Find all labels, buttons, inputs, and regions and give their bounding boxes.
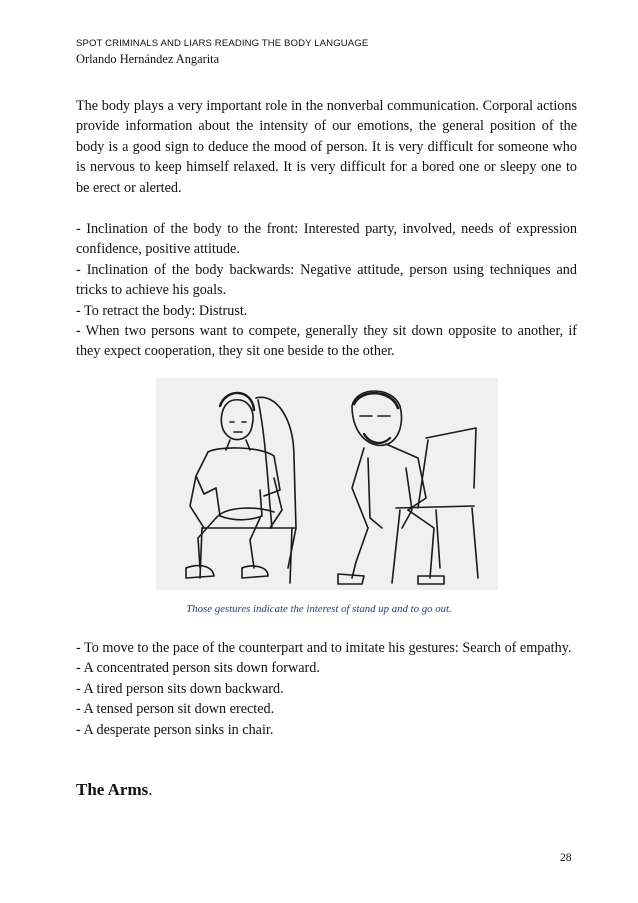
seated-men-illustration (156, 378, 498, 590)
list-item: - A tensed person sit down erected. (76, 701, 275, 718)
list-item: - To move to the pace of the counterpart and to imitate his gestures: Search of empathy. (76, 640, 572, 656)
list-item: - Inclination of the body backwards: Negative attitude, person using techniques and tricks to achieve his goals. (76, 261, 577, 299)
list-item: - When two persons want to compete, generally they sit down opposite to another, if they expect cooperation, they sit one beside to the other. (76, 323, 577, 360)
list-item: - Inclination of the body to the front: Interested party, involved, needs of expression confidence, positive attitude. (76, 221, 577, 258)
sketch-drawing (156, 378, 498, 590)
section-heading-text: The Arms (76, 780, 149, 799)
intro-paragraph (76, 96, 577, 198)
list-item: - A concentrated person sits down forward. (76, 660, 320, 677)
list-item: - A tired person sits down backward. (76, 680, 284, 697)
list-item: - A desperate person sinks in chair. (76, 721, 274, 738)
section-heading-punct: . (148, 780, 153, 799)
page-number: 28 (560, 851, 572, 864)
running-header-author: Orlando Hernández Angarita (76, 52, 220, 66)
list-item: - To retract the body: Distrust. (76, 302, 248, 319)
figure-caption: Those gestures indicate the interest of stand up and to go out. (186, 603, 452, 615)
posture-list (76, 219, 577, 362)
paragraph-text: The body plays a very important role in the nonverbal communication. Corporal actions provide information about the intensity of our emotions, the general position of the body is a good sign to deduce the mood of person. It is very difficult for someone who is nervous to keep himself relaxed. It is very difficult for a bored one or sleepy one to be erect or alerted. (76, 98, 577, 196)
section-heading (76, 780, 153, 800)
seating-list (76, 638, 577, 740)
running-header-title: SPOT CRIMINALS AND LIARS READING THE BODY LANGUAGE (76, 38, 369, 49)
